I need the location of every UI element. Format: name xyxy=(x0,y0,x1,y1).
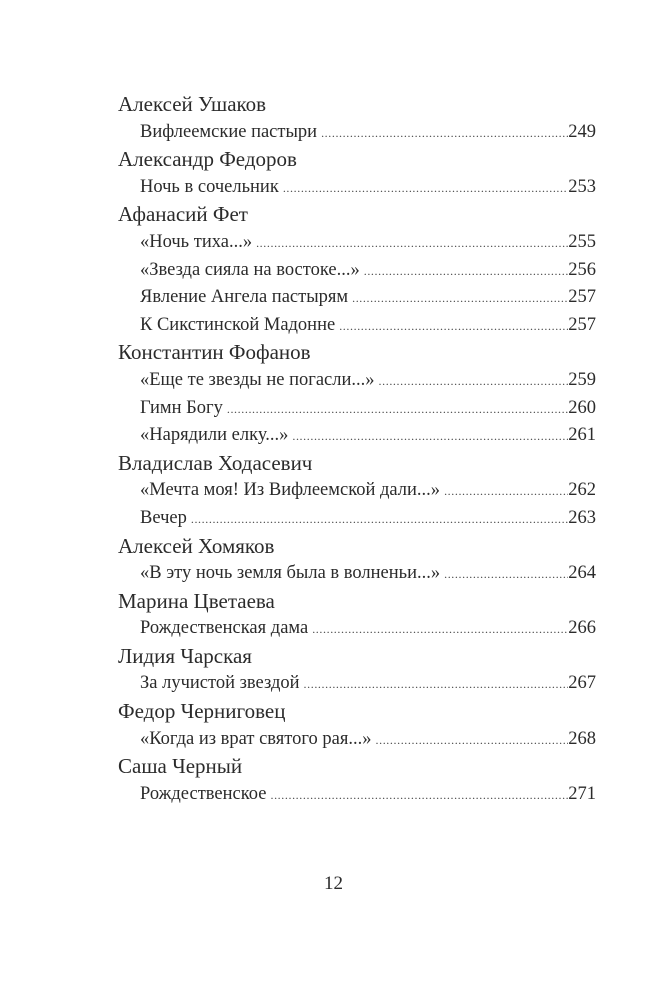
toc-author: Марина Цветаева xyxy=(118,588,275,613)
toc-author: Саша Черный xyxy=(118,754,243,779)
toc-entry[interactable] xyxy=(118,367,596,395)
entry-title: «В эту ночь земля была в волненьи...» xyxy=(140,563,441,584)
toc-entry[interactable] xyxy=(118,781,596,809)
dot-leader xyxy=(364,258,569,286)
toc-author: Алексей Хомяков xyxy=(118,533,275,558)
entry-page-number: 260 xyxy=(568,397,596,418)
entry-page-number: 256 xyxy=(568,259,596,280)
entry-page-number: 268 xyxy=(568,728,596,749)
toc-entry[interactable] xyxy=(118,477,596,505)
toc-author: Владислав Ходасевич xyxy=(118,450,313,475)
dot-leader xyxy=(270,782,568,810)
entry-page-number: 259 xyxy=(568,369,596,390)
entry-title: «Когда из врат святого рая...» xyxy=(140,728,372,749)
toc-entry[interactable] xyxy=(118,560,596,588)
entry-title: За лучистой звездой xyxy=(140,673,300,694)
entry-page-number: 271 xyxy=(568,783,596,804)
entry-page-number: 266 xyxy=(568,618,596,639)
entry-title: Явление Ангела пастырям xyxy=(140,287,349,308)
dot-leader xyxy=(444,561,568,589)
toc-entry[interactable] xyxy=(118,615,596,643)
toc-entry[interactable] xyxy=(118,670,596,698)
toc-entry[interactable] xyxy=(118,257,596,285)
toc-entry[interactable] xyxy=(118,119,596,147)
dot-leader xyxy=(283,175,568,203)
toc-entry[interactable] xyxy=(118,505,596,533)
dot-leader xyxy=(444,478,568,506)
entry-page-number: 262 xyxy=(568,480,596,501)
toc-author: Алексей Ушаков xyxy=(118,92,267,116)
entry-page-number: 264 xyxy=(568,563,596,584)
toc-entry[interactable] xyxy=(118,312,596,340)
entry-title: Ночь в сочельник xyxy=(140,176,279,197)
entry-page-number: 257 xyxy=(568,287,596,308)
entry-page-number: 253 xyxy=(568,176,596,197)
dot-leader xyxy=(191,506,568,534)
dot-leader xyxy=(256,230,568,258)
entry-page-number: 267 xyxy=(568,673,596,694)
page-number: 12 xyxy=(324,873,343,894)
entry-page-number: 263 xyxy=(568,507,596,528)
toc-author: Федор Черниговец xyxy=(118,699,286,724)
dot-leader xyxy=(352,285,568,313)
toc-entry[interactable] xyxy=(118,726,596,754)
toc-entry[interactable] xyxy=(118,229,596,257)
toc-entry[interactable] xyxy=(118,422,596,450)
dot-leader xyxy=(376,727,569,755)
dot-leader xyxy=(379,368,569,396)
entry-title: «Мечта моя! Из Вифлеемской дали...» xyxy=(140,480,441,501)
entry-title: Рождественское xyxy=(140,783,267,804)
entry-title: К Сикстинской Мадонне xyxy=(140,314,336,335)
dot-leader xyxy=(339,313,568,341)
entry-title: «Нарядили елку...» xyxy=(140,425,289,446)
toc-entry[interactable] xyxy=(118,395,596,423)
entry-title: «Звезда сияла на востоке...» xyxy=(140,259,360,280)
toc-entry[interactable] xyxy=(118,284,596,312)
dot-leader xyxy=(304,671,569,699)
table-of-contents xyxy=(118,91,596,808)
toc-author: Афанасий Фет xyxy=(118,202,248,227)
entry-page-number: 255 xyxy=(568,231,596,252)
toc-author: Александр Федоров xyxy=(118,147,297,172)
entry-title: Вифлеемские пастыри xyxy=(140,121,318,142)
entry-page-number: 261 xyxy=(568,425,596,446)
dot-leader xyxy=(227,396,568,424)
dot-leader xyxy=(292,423,568,451)
dot-leader xyxy=(321,120,568,148)
entry-title: Гимн Богу xyxy=(140,397,223,418)
toc-author: Лидия Чарская xyxy=(118,643,252,668)
entry-title: «Ночь тиха...» xyxy=(140,231,253,252)
entry-title: Вечер xyxy=(140,507,187,528)
dot-leader xyxy=(312,616,568,644)
toc-author: Константин Фофанов xyxy=(118,340,311,365)
toc-entry[interactable] xyxy=(118,174,596,202)
entry-title: «Еще те звезды не погасли...» xyxy=(140,369,375,390)
entry-page-number: 249 xyxy=(568,121,596,142)
entry-page-number: 257 xyxy=(568,314,596,335)
entry-title: Рождественская дама xyxy=(140,618,309,639)
